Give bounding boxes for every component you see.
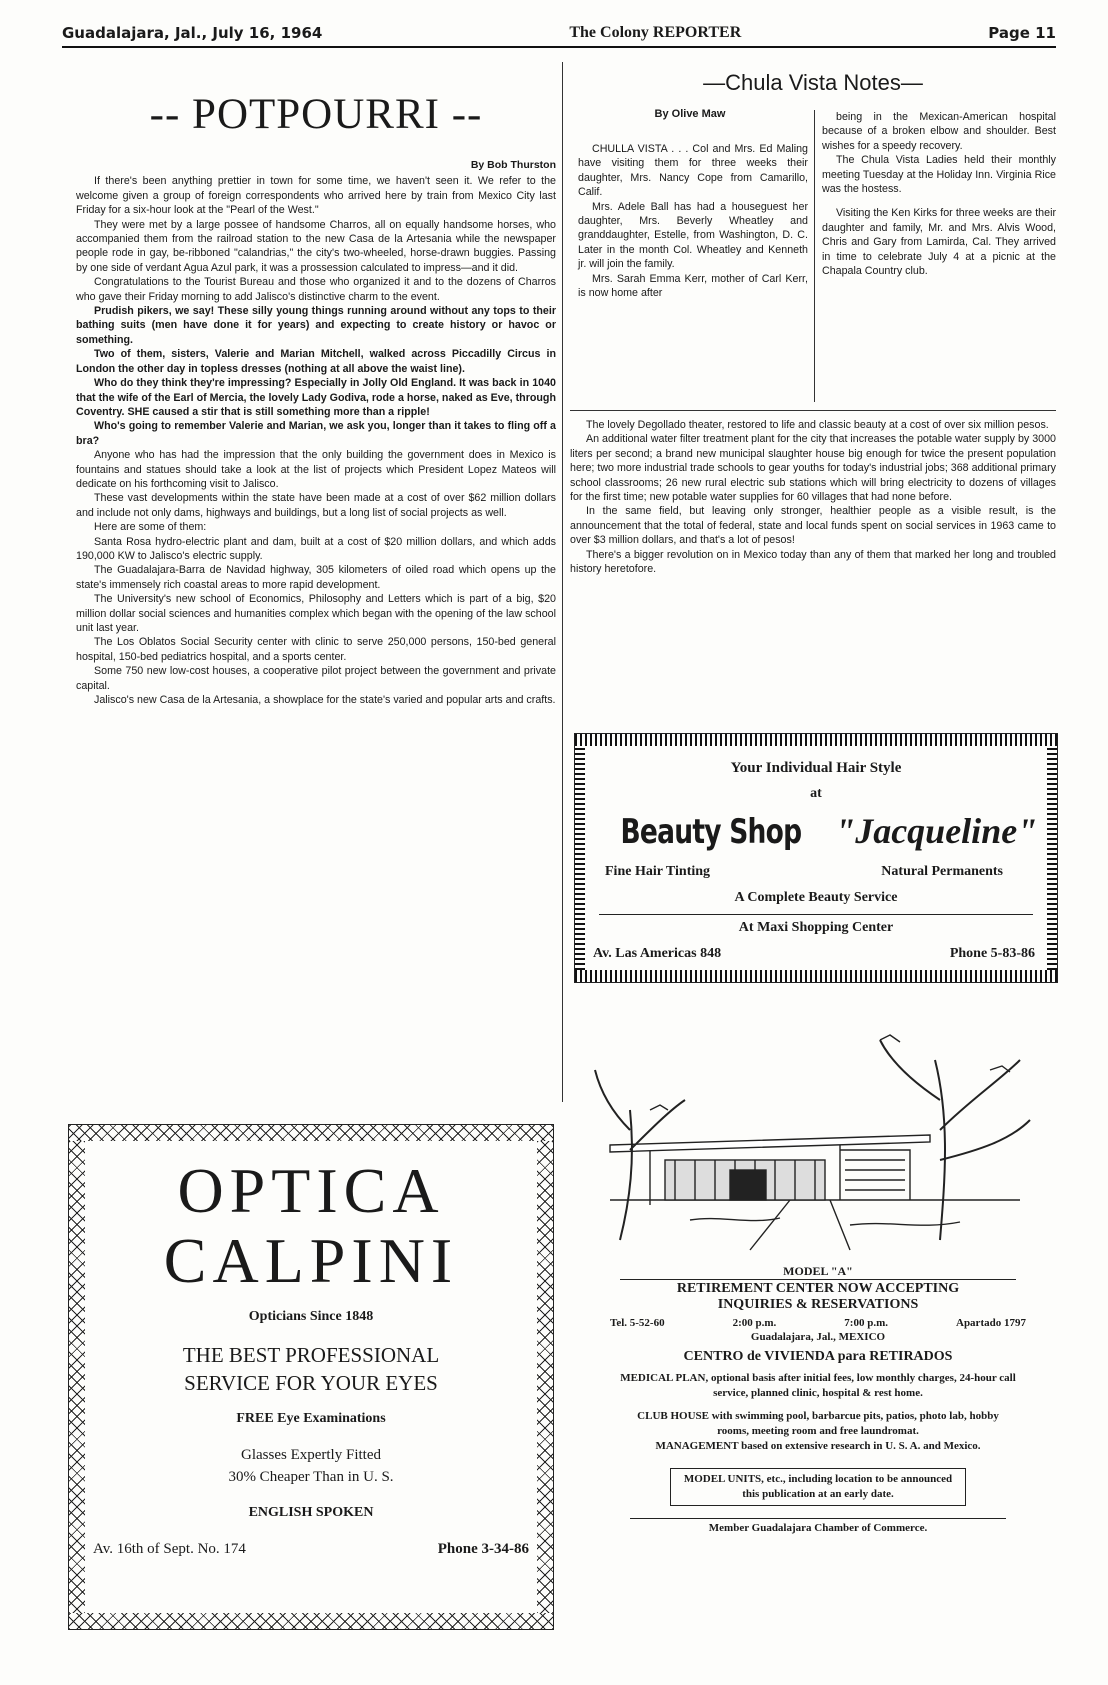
potpourri-paragraph: Congratulations to the Tourist Bureau and those who organized it and to the dozens of Charros who gave their Friday morning to add Jalisco's distinctive charm to the event.	[76, 276, 556, 303]
column-rule-chula	[814, 110, 815, 402]
retirement-contact	[610, 1317, 1026, 1329]
optica-border-right	[537, 1141, 553, 1613]
mid-paragraph: The lovely Degollado theater, restored to life and classic beauty at a cost of over six million pesos.	[586, 419, 1049, 431]
potpourri-paragraph: Jalisco's new Casa de la Artesania, a showplace for the state's varied and popular arts and crafts.	[94, 694, 556, 707]
optica-glasses2: 30% Cheaper Than in U. S.	[228, 1469, 394, 1485]
beauty-service: A Complete Beauty Service	[734, 890, 898, 905]
retirement-city: Guadalajara, Jal., MEXICO	[750, 1331, 886, 1343]
optica-border-bottom	[69, 1613, 553, 1629]
chula-vista-title: —Chula Vista Notes—	[703, 70, 923, 95]
mid-paragraph: There's a bigger revolution on in Mexico today than any of them that marked her long and troubled history heretofore.	[570, 548, 1056, 576]
beauty-phone: Phone 5-83-86	[949, 946, 1035, 961]
potpourri-paragraph: These vast developments within the state have been made at a cost of over $62 million dollars and include not only dams, highways and buildings, but a long list of social projects as well.	[76, 492, 556, 519]
optica-glasses1: Glasses Expertly Fitted	[241, 1447, 381, 1463]
retirement-ad	[580, 1264, 1056, 1534]
retirement-member: Member Guadalajara Chamber of Commerce.	[630, 1518, 1006, 1534]
beauty-shop-label: Beauty Shop	[620, 812, 802, 852]
optica-border-left	[69, 1141, 85, 1613]
retirement-medical: MEDICAL PLAN, optional basis after initial fees, low monthly charges, 24-hour call service, planned clinic, hospital & rest home.	[620, 1372, 1016, 1399]
potpourri-paragraph: The Los Oblatos Social Security center with clinic to serve 250,000 persons, 150-bed general hospital, 150-bed pediatrics hospital, and a sports center.	[76, 636, 556, 663]
optica-english: ENGLISH SPOKEN	[248, 1505, 374, 1520]
beauty-location: At Maxi Shopping Center	[738, 920, 894, 935]
ad-border-right	[1047, 746, 1057, 970]
optica-since: Opticians Since 1848	[248, 1309, 374, 1324]
potpourri-paragraph: Some 750 new low-cost houses, a cooperative pilot project between the government and private capital.	[76, 665, 556, 692]
ad-border-left	[575, 746, 585, 970]
potpourri-paragraph: Here are some of them:	[94, 521, 207, 534]
potpourri-paragraph: They were met by a large possee of handsome Charros, all on equally handsome horses, who accompanied them from the railroad station to the new Casa de la Artesania while the newspaper people rode in gay, be-ribboned "calandrias," the city's two-wheeled, horse-drawn buggies. Passing by one side of verdant Agua Azul park, it was a prossession calculated to impress—and it did.	[76, 218, 556, 274]
header-publication: The Colony REPORTER	[569, 24, 742, 41]
mid-paragraph: In the same field, but leaving only stronger, healthier people as a visible result, is the announcement that the total of federal, state and local funds spent on social services in 1963 came to over $3 million dollars, and that's a lot of pesos!	[570, 505, 1056, 547]
optica-address: Av. 16th of Sept. No. 174	[93, 1541, 246, 1557]
cv2-paragraph: being in the Mexican-American hospital because of a broken elbow and shoulder. Best wishes for a speedy recovery.	[822, 111, 1056, 152]
beauty-shop-jacqueline: "Jacqueline"	[835, 811, 1038, 851]
house-drawing	[590, 1000, 1040, 1260]
retirement-spanish: CENTRO de VIVIENDA para RETIRADOS	[683, 1349, 953, 1364]
retirement-headline2: INQUIRIES & RESERVATIONS	[717, 1297, 919, 1312]
retirement-club: CLUB HOUSE with swimming pool, barbarcue pits, patios, photo lab, hobby rooms, meeting room and free laundromat.	[637, 1410, 999, 1437]
potpourri-paragraph: If there's been anything prettier in town for some time, we haven't seen it. We refer to the welcome given a group of foreign correspondents who arrived here by train from Mexico City last Friday for a six-hour look at the "Pearl of the West."	[76, 175, 556, 217]
optica-name2: CALPINI	[163, 1225, 459, 1296]
optica-slogan2: SERVICE FOR YOUR EYES	[184, 1371, 438, 1395]
potpourri-paragraph: The Guadalajara-Barra de Navidad highway, 305 kilometers of oiled road which opens up the state's immensely rich coastal areas to more rapid development.	[76, 564, 556, 591]
potpourri-paragraph: The University's new school of Economics, Philosophy and Letters which is part of a big, $20 million dollar social sciences and humanities complex which began with the opening of the law school unit last year.	[76, 593, 556, 634]
potpourri-paragraph: Two of them, sisters, Valerie and Marian Mitchell, walked across Piccadilly Circus in London the other day in topless dresses (nothing at all above the waist line).	[76, 348, 556, 375]
potpourri-column	[76, 62, 556, 707]
retirement-management: MANAGEMENT based on extensive research in U. S. A. and Mexico.	[655, 1440, 981, 1452]
optica-name1: OPTICA	[177, 1155, 445, 1226]
section-rule	[570, 410, 1056, 411]
beauty-shop-ad	[574, 733, 1058, 983]
retirement-illustration	[590, 1000, 1040, 1260]
retirement-model: MODEL "A"	[783, 1264, 853, 1278]
chula-vista-byline: By Olive Maw	[654, 108, 726, 120]
cv1-paragraph: Mrs. Adele Ball has had a houseguest her daughter, Mrs. Beverly Wheatley and granddaughter, Estelle, from Washington, D. C. Later in the month Col. Wheatley and Kenneth jr. will join the family.	[578, 200, 808, 271]
optica-free: FREE Eye Examinations	[236, 1411, 386, 1426]
potpourri-paragraph: Who do they think they're impressing? Especially in Jolly Old England. It was back in 1040 that the wife of the Earl of Mercia, the lovely Lady Godiva, rode a horse, naked as Eve, through Coventry. SHE caused a stir that is still something more than a ripple!	[76, 377, 556, 418]
header-dateline: Guadalajara, Jal., July 16, 1964	[62, 24, 323, 42]
beauty-permanents: Natural Permanents	[881, 864, 1003, 879]
potpourri-body	[76, 174, 556, 707]
cv1-paragraph: CHULLA VISTA . . . Col and Mrs. Ed Maling have visiting them for three weeks their daughter, Mrs. Nancy Cope from Camarillo, Calif.	[578, 143, 808, 199]
column-rule	[562, 62, 563, 1102]
retirement-tel: Tel. 5-52-60	[610, 1317, 665, 1329]
beauty-shop-name	[595, 810, 1037, 852]
retirement-time1: 2:00 p.m.	[732, 1317, 777, 1329]
ad-border-bottom	[575, 970, 1057, 982]
retirement-apartado: Apartado 1797	[956, 1317, 1026, 1329]
retirement-time2: 7:00 p.m.	[844, 1317, 888, 1329]
beauty-line2: at	[810, 786, 822, 801]
potpourri-paragraph: Santa Rosa hydro-electric plant and dam, built at a cost of $20 million dollars, and which adds 190,000 KW to Jalisco's electric supply.	[76, 535, 556, 562]
cv2-paragraph: Visiting the Ken Kirks for three weeks are their daughter and family, Mr. and Mrs. Alvis Wood, Chris and Gary from Lamirda, Cal. They arrived in time to celebrate July 4 at a picnic at the Chapala Country club.	[822, 207, 1056, 278]
cv2-paragraph: The Chula Vista Ladies held their monthly meeting Tuesday at the Holiday Inn. Virginia Rice was the hostess.	[822, 154, 1056, 196]
optica-border-top	[69, 1125, 553, 1141]
potpourri-paragraph: Who's going to remember Valerie and Marian, we ask you, longer than it takes to fling off a bra?	[76, 420, 556, 447]
beauty-address: Av. Las Americas 848	[593, 946, 722, 961]
beauty-divider	[599, 914, 1033, 915]
cv1-paragraph: Mrs. Sarah Emma Kerr, mother of Carl Kerr, is now home after	[578, 272, 808, 300]
optica-calpini-ad	[68, 1124, 554, 1630]
beauty-tinting: Fine Hair Tinting	[605, 864, 711, 879]
middle-story	[570, 418, 1056, 576]
potpourri-paragraph: Prudish pikers, we say! These silly young things running around without any tops to their bathing suits (men have done it for years) and expecting to create history or havoc or something.	[76, 305, 556, 346]
mid-paragraph: An additional water filter treatment plant for the city that increases the potable water supply by 3000 liters per second; a brand new municipal slaughter house big enough for twice the present population here; two more industrial trade schools to gear youths for today's industrial jobs; 368 additional primary school classrooms; 26 new rural electric sub stations which will bring electricity to dozens of villages for the first time; new potable water supplies for 60 villages that had none before.	[570, 433, 1056, 504]
potpourri-byline: By Bob Thurston	[470, 159, 556, 171]
retirement-units: MODEL UNITS, etc., including location to be announced this publication at an early date.	[670, 1468, 966, 1506]
chula-vista-col1	[578, 142, 808, 300]
page-header	[62, 18, 1056, 48]
optica-phone: Phone 3-34-86	[437, 1541, 529, 1557]
ad-border-top	[575, 734, 1057, 746]
header-page-number: Page 11	[988, 24, 1056, 42]
potpourri-title: -- POTPOURRI --	[149, 91, 483, 138]
chula-vista-col2	[822, 110, 1056, 278]
retirement-headline1: RETIREMENT CENTER NOW ACCEPTING	[620, 1279, 1016, 1297]
beauty-line1: Your Individual Hair Style	[730, 760, 902, 776]
potpourri-paragraph: Anyone who has had the impression that the only building the government does in Mexico is fountains and statues should take a look at the list of projects which President Lopez Mateos will dedicate on his forthcoming visit to Jalisco.	[76, 449, 556, 490]
optica-slogan1: THE BEST PROFESSIONAL	[182, 1343, 440, 1367]
